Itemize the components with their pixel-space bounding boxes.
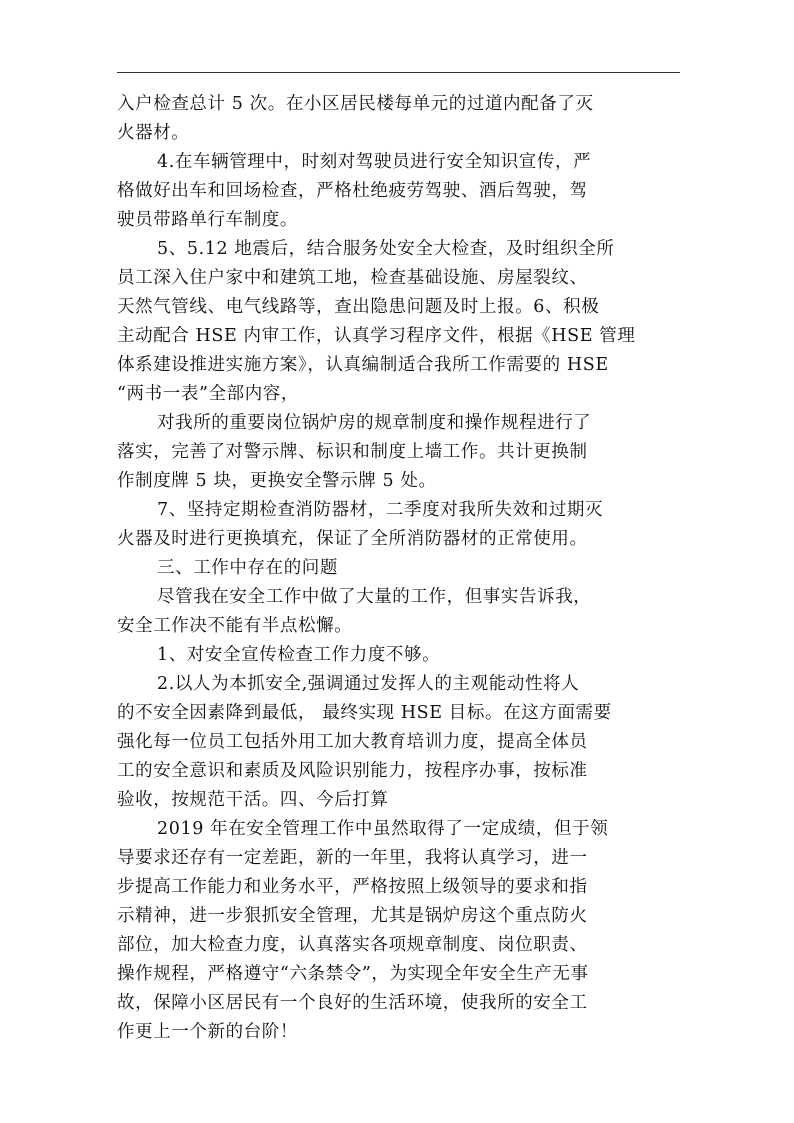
text-line: 天然气管线、电气线路等，查出隐患问题及时上报。6、积极 xyxy=(117,297,600,317)
paragraph-start-line: 2.以人为本抓安全,强调通过发挥人的主观能动性将人 xyxy=(157,674,580,694)
section-heading: 三、工作中存在的问题 xyxy=(157,558,338,578)
text-line: 体系建设推进实施方案》，认真编制适合我所工作需要的 HSE xyxy=(117,355,609,375)
text-line: 导要求还存有一定差距，新的一年里，我将认真学习，进一 xyxy=(117,848,588,868)
text-line: 作制度牌 5 块，更换安全警示牌 5 处。 xyxy=(117,471,437,491)
text-line: 工的安全意识和素质及风险识别能力，按程序办事，按标准 xyxy=(117,761,588,781)
text-line: 部位，加大检查力度，认真落实各项规章制度、岗位职责、 xyxy=(117,935,588,955)
paragraph-start-line: 7、坚持定期检查消防器材，二季度对我所失效和过期灭 xyxy=(157,500,604,520)
text-line: 步提高工作能力和业务水平，严格按照上级领导的要求和指 xyxy=(117,877,588,897)
text-line: 员工深入住户家中和建筑工地，检查基础设施、房屋裂纹、 xyxy=(117,268,588,288)
text-line: 强化每一位员工包括外用工加大教育培训力度，提高全体员 xyxy=(117,732,588,752)
paragraph-start-line: 对我所的重要岗位锅炉房的规章制度和操作规程进行了 xyxy=(157,413,592,433)
text-line: 火器及时进行更换填充，保证了全所消防器材的正常使用。 xyxy=(117,529,588,549)
text-line: 格做好出车和回场检查，严格杜绝疲劳驾驶、酒后驾驶，驾 xyxy=(117,181,588,201)
paragraph-start-line: 1、对安全宣传检查工作力度不够。 xyxy=(157,645,441,665)
document-body xyxy=(117,90,680,1047)
paragraph-start-line: 尽管我在安全工作中做了大量的工作，但事实告诉我， xyxy=(157,587,592,607)
paragraph-start-line: 2019 年在安全管理工作中虽然取得了一定成绩，但于领 xyxy=(157,819,609,839)
text-line: 作更上一个新的台阶！ xyxy=(117,1022,298,1042)
text-line: 主动配合 HSE 内审工作，认真学习程序文件，根据《HSE 管理 xyxy=(117,326,636,346)
text-line: 火器材。 xyxy=(117,123,190,143)
paragraph-start-line: 4.在车辆管理中，时刻对驾驶员进行安全知识宣传，严 xyxy=(157,152,592,172)
paragraph-start-line: 5、5.12 地震后，结合服务处安全大检查，及时组织全所 xyxy=(157,239,615,259)
header-rule xyxy=(117,72,680,73)
text-line: 安全工作决不能有半点松懈。 xyxy=(117,616,353,636)
text-line: 操作规程，严格遵守“六条禁令”，为实现全年安全生产无事 xyxy=(117,964,589,984)
text-line: 驶员带路单行车制度。 xyxy=(117,210,298,230)
text-line: 的不安全因素降到最低， 最终实现 HSE 目标。在这方面需要 xyxy=(117,703,612,723)
text-line: 示精神，进一步狠抓安全管理，尤其是锅炉房这个重点防火 xyxy=(117,906,588,926)
text-line: 故，保障小区居民有一个良好的生活环境，使我所的安全工 xyxy=(117,993,588,1013)
text-line: 验收，按规范干活。四、今后打算 xyxy=(117,790,389,810)
text-line: “两书一表”全部内容， xyxy=(117,384,299,404)
text-line: 落实，完善了对警示牌、标识和制度上墙工作。共计更换制 xyxy=(117,442,588,462)
text-line: 入户检查总计 5 次。在小区居民楼每单元的过道内配备了灭 xyxy=(117,94,594,114)
